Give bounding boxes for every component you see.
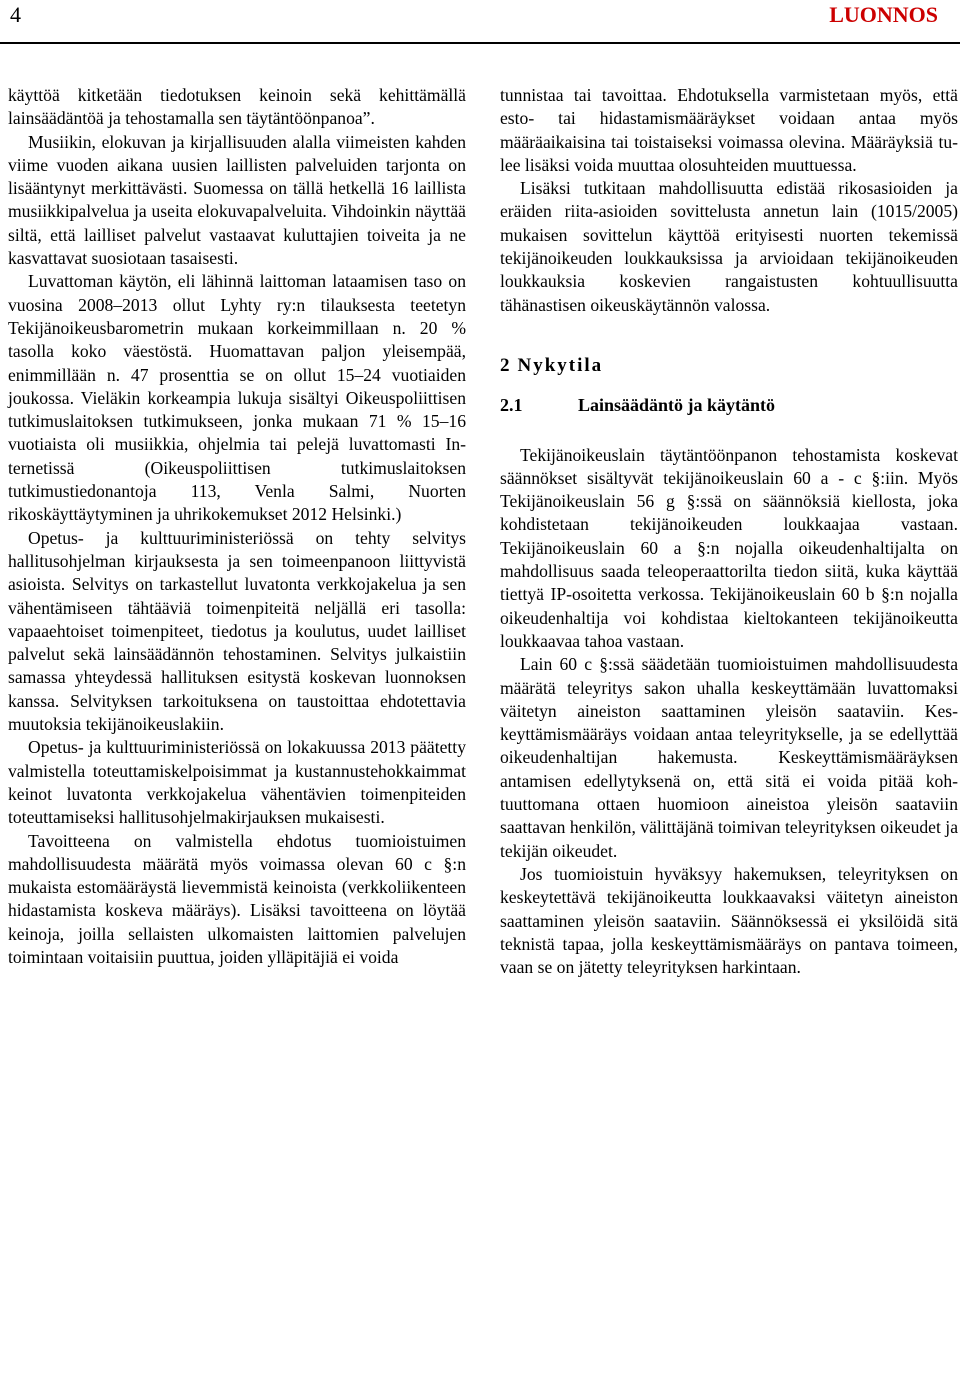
paragraph: tunnistaa tai tavoittaa. Ehdotuksella varmistetaan myös, että esto- tai hidastamismääräykset voidaan antaa myös määräaikaisina tai toistaiseksi voimassa olevina. Määräyksiä tulee lisäksi voida muuttaa olosuhteiden muuttuessa. [500,85,958,175]
paragraph: Lain 60 c §:ssä säädetään tuomioistuimen mahdollisuudesta määrätä teleyritys sakon uhalla keskeyttämään luvattomaksi väitetyn aineiston saattaminen yleisön saataviin. Keskeyttämismääräys voidaan antaa teleyritykselle, ja se edellyttää oikeudenhaltijan hakemusta. Keskeyttämismääräyksen antamisen edellytyksenä on, että sitä ei voida pitää kohtuuttomana ottaen huomioon aineistoa yleisön saataviin saattavan henkilön, välittäjänä toimivan teleyrityksen oikeudet ja tekijän oikeudet. [500,654,958,861]
subsection-title: Lainsäädäntö ja käytäntö [578,395,776,416]
section-number: 2 [500,354,510,376]
paragraph: Lisäksi tutkitaan mahdollisuutta edistää rikosasioiden ja eräiden riita-asioiden sovittelusta annetun lain (1015/2005) mukaisen sovittelun käyttöä erityisesti nuorten tekemissä tekijänoikeuden loukkauksissa ja arvioidaan tekijänoikeuden loukkauksia koskevien rangaistusten kohtuullisuutta tähänastisen oikeuskäytännön valossa. [500,178,958,315]
paragraph: Jos tuomioistuin hyväksyy hakemuksen, teleyrityksen on keskeytettävä tekijänoikeutta loukkaavaksi väitetyn aineiston saattaminen yleisön saataviin. Säännöksessä ei yksilöidä sitä teknistä tapaa, jolla keskeyttämismääräys on pantava toimeen, vaan se on jätetty teleyrityksen harkintaan. [500,863,958,978]
subsection-heading [500,394,958,417]
paragraph: Luvattoman käytön, eli lähinnä laittoman lataamisen taso on vuosina 2008–2013 ollut Lyhty ry:n tilauksesta teetetyn Tekijänoikeusbarometrin mukaan korkeimmillaan n. 20 % tasolla koko väestöstä. Huomattavan paljon yleisempää, enimmillään n. 47 prosenttia se on ollut 15–24 vuotiaiden joukossa. Vieläkin korkeampia lukuja sisältyi Oikeuspoliittisen tutkimuslaitoksen tutkimukseen, jonka mukaan 71 % 15–16 vuotiaista oli musiikkia, ohjelmia tai pelejä luvattomasti Internetissä (Oikeuspoliittisen tutkimuslaitoksen tutkimustiedonantoja 113, Venla Salmi, Nuorten rikoskäyttäytyminen ja uhrikokemukset 2012 Helsinki.) [8,271,466,525]
paragraph: Tekijänoikeuslain täytäntöönpanon tehostamista koskevat säännökset sisältyvät tekijänoikeuslain 60 a - c §:iin. Myös Tekijänoikeuslain 56 g §:ssä on säännöksiä kiellosta, joka kohdistetaan tekijänoikeuden loukkaajaa vastaan. Tekijänoikeuslain 60 a §:n nojalla oikeudenhaltijalta on mahdollisuus saada teleoperaattorilta tiedon siitä, kuka käyttää tiettyä IP-osoitetta verkossa. Tekijänoikeuslain 60 b §:n nojalla oikeudenhaltija voi kohdistaa kieltokanteen tekijänoikeutta loukkaavaa tahoa vastaan. [500,444,958,651]
subsection-number: 2.1 [500,395,523,416]
right-column [500,84,958,979]
header-rule [0,42,960,44]
paragraph: Musiikin, elokuvan ja kirjallisuuden alalla viimeisten kahden viime vuoden aikana uusien laillisten palveluiden tarjonta on lisääntynyt merkittävästi. Suomessa on tällä hetkellä 16 laillista musiikkipalvelua ja useita elokuvapalveluita. Vihdoinkin näyttää siltä, että lailliset palvelut vastaavat kuluttajien toiveita ja ne kasvattavat suosiotaan tasaisesti. [8,131,466,269]
section-title: Nykytila [517,354,604,376]
section-heading [500,354,958,377]
paragraph: Tavoitteena on valmistella ehdotus tuomioistuimen mahdollisuudesta määrätä myös voimassa olevan 60 c §:n mukaista estomääräystä lievemmistä keinoista (verkkoliikenteen hidastamista koskeva määräys). Lisäksi tavoitteena on löytää keinoja, joilla sellaisten ulkomaisten laittomien palvelujen toimintaan voitaisiin puuttua, joiden ylläpitäjiä ei voida [8,830,466,967]
page-number: 4 [10,2,21,27]
left-column [8,84,466,969]
draft-label: LUONNOS [829,2,938,27]
paragraph: Opetus- ja kulttuuriministeriössä on tehty selvitys hallitusohjelman kirjauksesta ja sen toimeenpanoon liittyvistä asioista. Selvitys on tarkastellut luvatonta verkkojakelua ja sen vähentämiseen tähtääviä toimenpiteitä neljällä eri tasolla: vapaaehtoiset toimenpiteet, tiedotus ja koulutus, uudet lailliset palvelut sekä lainsäädännön tehostaminen. Selvitys julkaistiin samassa yhteydessä hallituksen esitystä koskevan luonnoksen kanssa. Selvityksen tarkoituksena on taustoittaa ehdotettavia muutoksia tekijänoikeuslakiin. [8,527,466,735]
paragraph: Opetus- ja kulttuuriministeriössä on lokakuussa 2013 päätetty valmistella toteuttamiskelpoisimmat ja kustannustehokkaimmat keinot luvatonta verkkojakelua vähentävien toimenpiteiden toteuttamiseksi hallitusohjelmakirjauksen mukaisesti. [8,737,466,828]
paragraph: käyttöä kitketään tiedotuksen keinoin sekä kehittämällä lainsäädäntöä ja tehostamalla sen täytäntöönpanoa”. [8,85,466,129]
